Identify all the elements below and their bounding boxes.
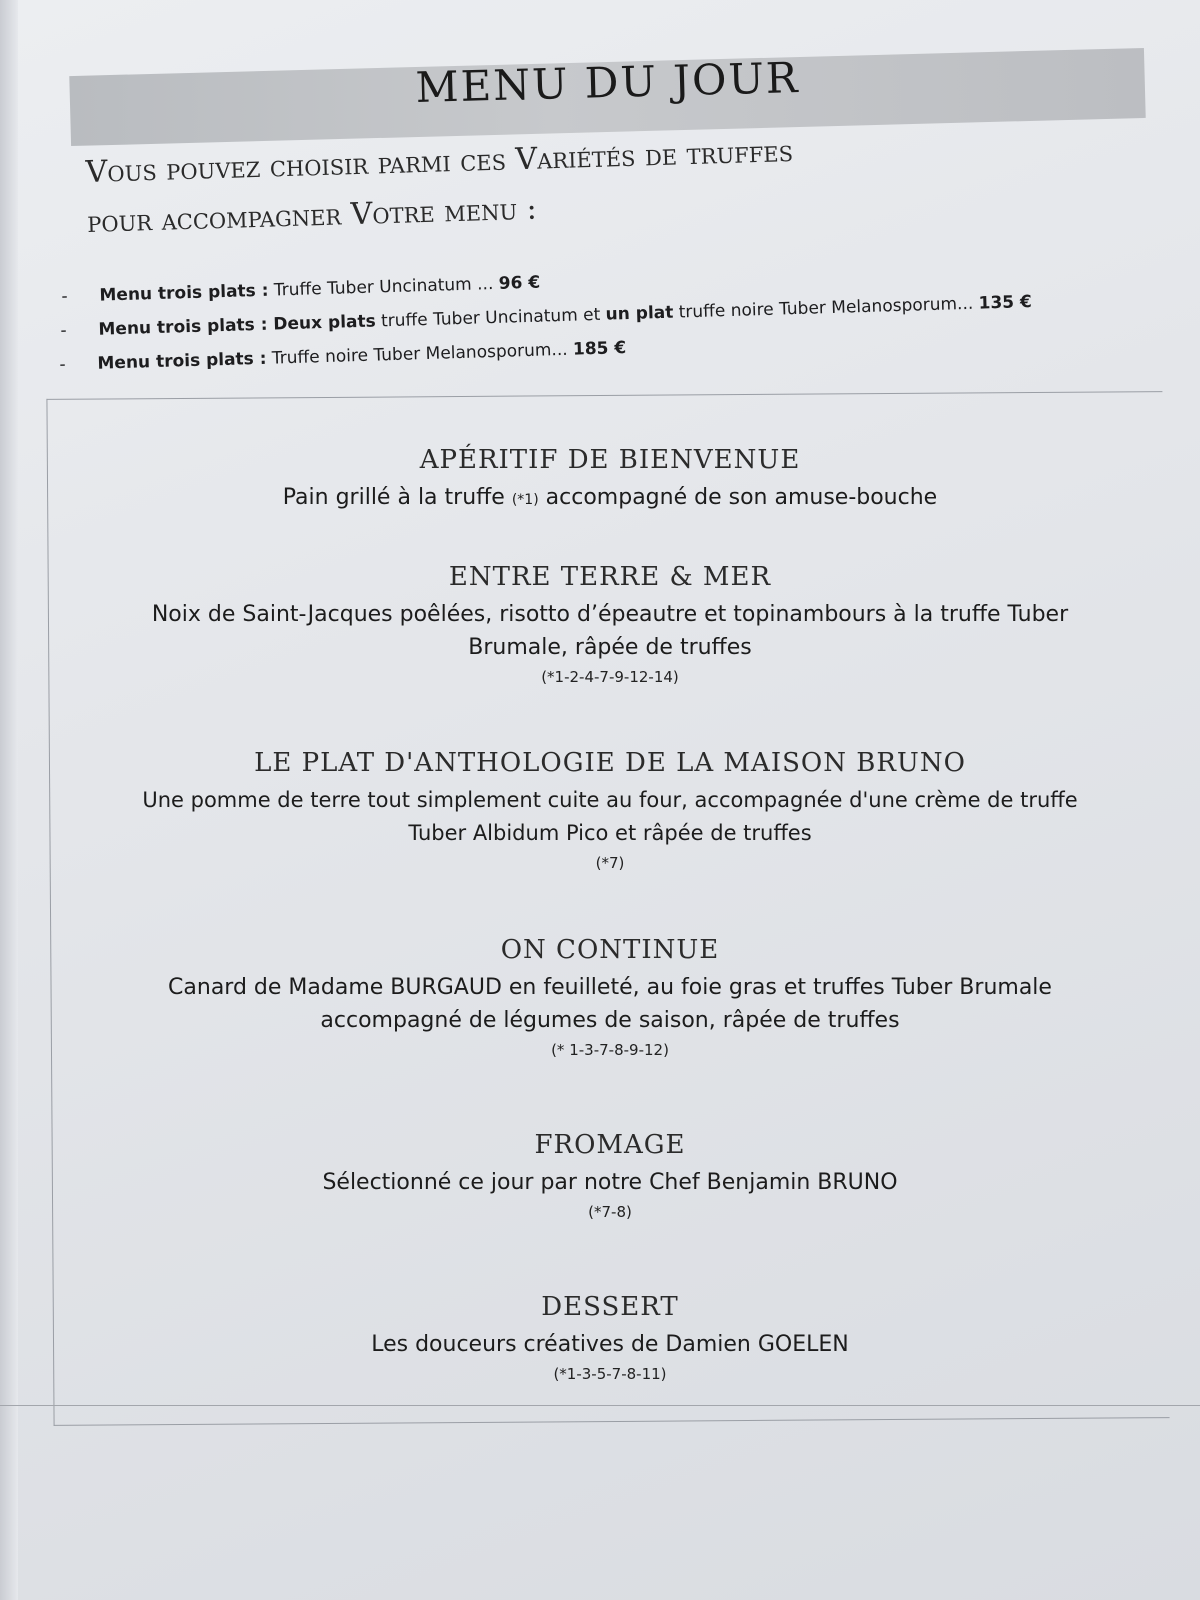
body-line-1: Une pomme de terre tout simplement cuite au four, accompagnée d'une crème de truffe xyxy=(142,788,1078,812)
section-title: FROMAGE xyxy=(534,1130,686,1160)
body-line-1: Noix de Saint-Jacques poêlées, risotto d’épeautre et topinambours à la truffe Tuber xyxy=(151,602,1069,627)
section-entree xyxy=(55,562,1165,686)
page-edge xyxy=(0,0,18,1600)
option-price: 185 € xyxy=(572,338,627,360)
body-text: Pain grillé à la truffe xyxy=(282,485,512,510)
section-body xyxy=(55,784,1165,850)
option-label: Menu trois plats : xyxy=(97,348,267,374)
section-title: DESSERT xyxy=(541,1292,679,1322)
section-body xyxy=(55,971,1165,1037)
option-bold-un-plat: un plat xyxy=(605,302,674,325)
body-line-1: Les douceurs créatives de Damien GOELEN xyxy=(371,1332,849,1357)
option-text-2: truffe noire Tuber Melanosporum... xyxy=(673,293,979,323)
option-dash: - xyxy=(59,354,66,375)
section-aperitif xyxy=(55,445,1165,517)
section-title: ENTRE TERRE & MER xyxy=(448,562,772,592)
section-plat xyxy=(55,748,1165,872)
option-bold-deux-plats: Deux plats xyxy=(267,311,376,335)
section-title: ON CONTINUE xyxy=(500,935,720,965)
body-line-1: Sélectionné ce jour par notre Chef Benjamin BRUNO xyxy=(322,1170,898,1195)
section-title: LE PLAT D'ANTHOLOGIE DE LA MAISON BRUNO xyxy=(254,748,966,778)
allergens: (*1-2-4-7-9-12-14) xyxy=(541,668,679,686)
intro-line-1: Vous pouvez choisir parmi ces Variétés de truffes xyxy=(85,134,794,190)
option-label: Menu trois plats : xyxy=(98,314,268,340)
section-body xyxy=(55,1328,1165,1361)
option-text: Truffe Tuber Uncinatum ... xyxy=(268,273,500,301)
allergen-inline: (*1) xyxy=(511,492,539,508)
body-line-2: accompagné de légumes de saison, râpée de truffes xyxy=(320,1008,900,1033)
section-body xyxy=(55,598,1165,664)
intro-line-2: pour accompagner Votre menu : xyxy=(86,191,538,240)
page-title: MENU DU JOUR xyxy=(414,52,801,113)
option-text: truffe Tuber Uncinatum et xyxy=(375,304,606,332)
truffle-options xyxy=(55,249,1118,382)
body-line-2: Tuber Albidum Pico et râpée de truffes xyxy=(408,821,812,845)
option-price: 96 € xyxy=(498,272,541,294)
allergens: (*7-8) xyxy=(588,1203,632,1221)
option-price: 135 € xyxy=(978,292,1033,314)
option-dash: - xyxy=(60,320,67,341)
bottom-divider xyxy=(0,1405,1200,1406)
option-text: Truffe noire Tuber Melanosporum... xyxy=(266,339,574,369)
allergens: (*7) xyxy=(595,854,625,872)
menu-card-frame xyxy=(46,391,1169,1426)
section-continue xyxy=(55,935,1165,1059)
allergens: (* 1-3-7-8-9-12) xyxy=(551,1041,669,1059)
section-body xyxy=(55,481,1165,517)
body-line-1: Canard de Madame BURGAUD en feuilleté, au foie gras et truffes Tuber Brumale xyxy=(168,975,1052,1000)
allergens: (*1-3-5-7-8-11) xyxy=(553,1365,667,1383)
section-dessert xyxy=(55,1292,1165,1383)
section-title: APÉRITIF DE BIENVENUE xyxy=(419,445,801,475)
option-dash: - xyxy=(61,286,68,307)
option-label: Menu trois plats : xyxy=(99,280,269,306)
body-text-2: accompagné de son amuse-bouche xyxy=(538,485,938,510)
body-line-2: Brumale, râpée de truffes xyxy=(468,635,752,660)
section-body xyxy=(55,1166,1165,1199)
section-fromage xyxy=(55,1130,1165,1221)
